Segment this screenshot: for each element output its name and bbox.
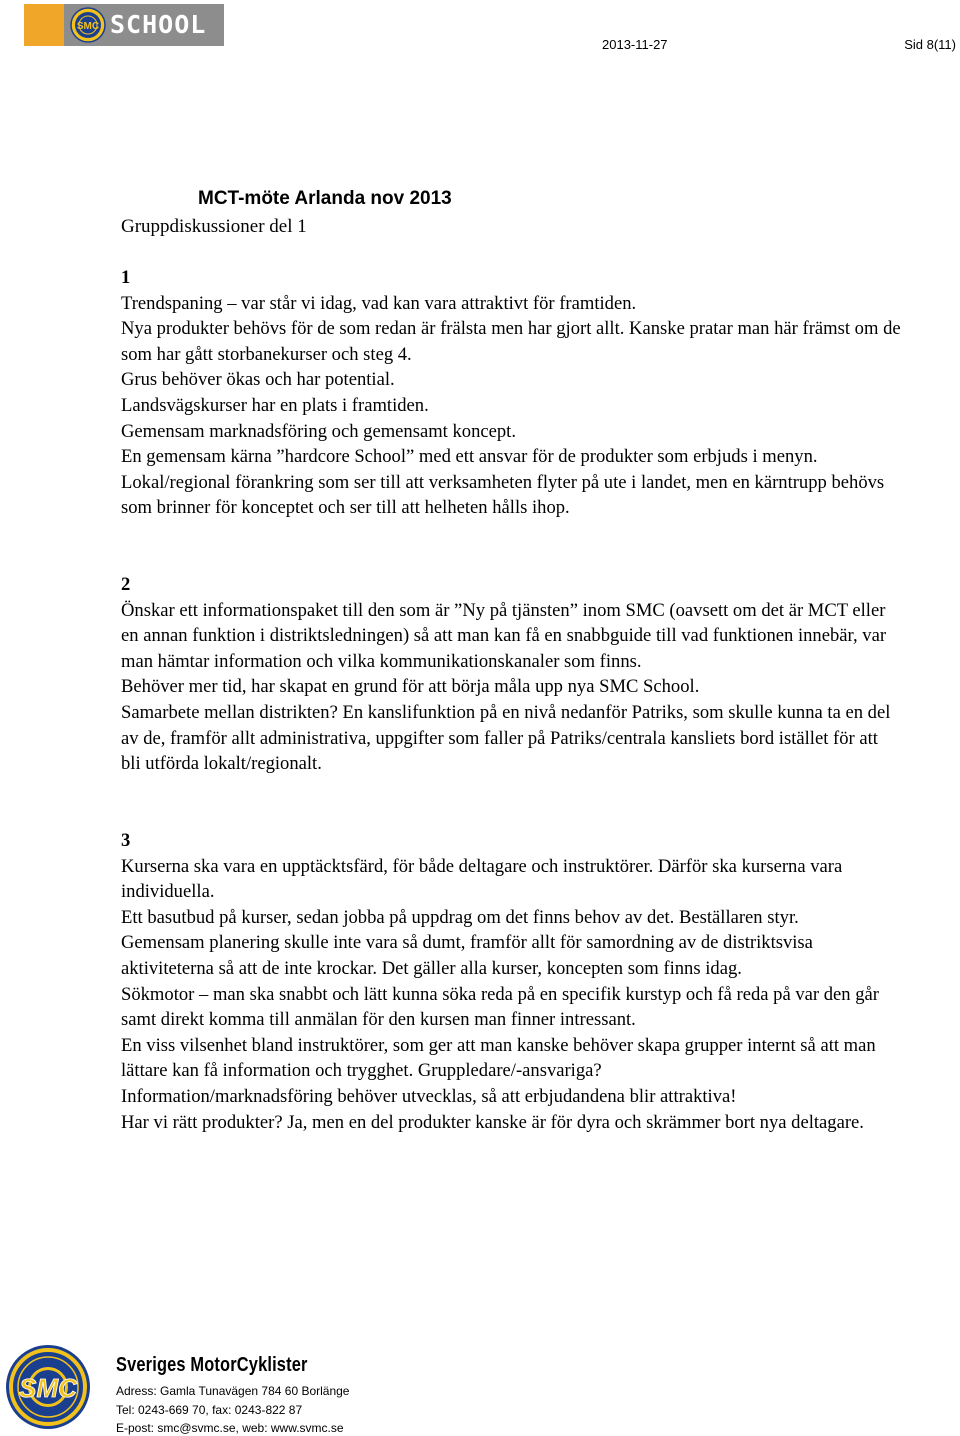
paragraph: Gemensam marknadsföring och gemensamt koncept. xyxy=(121,420,516,442)
footer-phone: Tel: 0243-669 70, fax: 0243-822 87 xyxy=(116,1403,303,1417)
paragraph: Nya produkter behövs för de som redan är frälsta men har gjort allt. Kanske pratar man här främst om de som har gått storbanekurser och steg 4. xyxy=(121,318,901,365)
paragraph: Grus behöver ökas och har potential. xyxy=(121,369,395,391)
section-number: 3 xyxy=(121,830,131,851)
smc-seal-icon xyxy=(70,7,106,43)
paragraph: Kurserna ska vara en upptäcktsfärd, för både deltagare och instruktörer. Därför ska kurserna vara individuella. xyxy=(121,855,843,903)
logo-stripe xyxy=(24,4,64,46)
smc-footer-seal-icon xyxy=(4,1343,92,1431)
section-number: 1 xyxy=(121,267,131,288)
paragraph: En gemensam kärna ”hardcore School” med ett ansvar för de produkter som erbjuds i menyn. Lokal/regional förankring som ser till att verksamheten flyter på ute i landet, men en kärntrupp behövs som brinner för konceptet och ser till att helheten hålls ihop. xyxy=(121,446,885,519)
logo-word: SCHOOL xyxy=(110,10,207,39)
section-3 xyxy=(121,828,901,1135)
paragraph: Har vi rätt produkter? Ja, men en del produkter kanske är för dyra och skrämmer bort nya deltagare. xyxy=(121,1111,864,1133)
paragraph: Information/marknadsföring behöver utvecklas, så att erbjudandena blir attraktiva! xyxy=(121,1085,737,1107)
header-page-number: Sid 8(11) xyxy=(904,37,956,52)
document-title: MCT-möte Arlanda nov 2013 xyxy=(198,188,452,209)
paragraph: Gemensam planering skulle inte vara så dumt, framför allt för samordning av de distriktsvisa aktiviteterna så att de inte krockar. Det gäller alla kurser, koncepten som finns idag. xyxy=(121,932,813,979)
footer-address: Adress: Gamla Tunavägen 784 60 Borlänge xyxy=(116,1384,350,1398)
paragraph: Landsvägskurser har en plats i framtiden. xyxy=(121,394,429,416)
paragraph: Önskar ett informationspaket till den som är ”Ny på tjänsten” inom SMC (oavsett om det är MCT eller en annan funktion i distriktsledningen) så att man kan få en snabbguide till vad funktionen innebär, var man hämtar information och vilka kommunikationskanaler som finns. xyxy=(121,599,887,672)
paragraph: Trendspaning – var står vi idag, vad kan vara attraktivt för framtiden. xyxy=(121,292,637,314)
paragraph: Samarbete mellan distrikten? En kanslifunktion på en nivå nedanför Patriks, som skulle kunna ta en del av de, framför allt administrativa, uppgifter som faller på Patriks/centrala kansliets bord istället för att bli utförda lokalt/regionalt. xyxy=(121,701,891,775)
document-subtitle: Gruppdiskussioner del 1 xyxy=(121,216,307,237)
svg-text:SMC: SMC xyxy=(19,1373,77,1403)
header-date: 2013-11-27 xyxy=(602,37,668,52)
section-1 xyxy=(121,265,901,521)
paragraph: Sökmotor – man ska snabbt och lätt kunna söka reda på en specifik kurstyp och få reda på var den går samt direkt komma till anmälan för den kursen man finner intressant. xyxy=(121,983,879,1031)
footer-org-name: Sveriges MotorCyklister xyxy=(116,1354,308,1376)
section-number: 2 xyxy=(121,574,131,595)
paragraph: Behöver mer tid, har skapat en grund för att börja måla upp nya SMC School. xyxy=(121,676,700,698)
paragraph: En viss vilsenhet bland instruktörer, som ger att man kanske behöver skapa grupper internt så att man lättare kan få information och trygghet. Gruppledare/-ansvariga? xyxy=(121,1034,876,1082)
paragraph: Ett basutbud på kurser, sedan jobba på uppdrag om det finns behov av det. Beställaren styr. xyxy=(121,906,799,928)
school-header-logo xyxy=(24,4,224,46)
footer-email: E-post: smc@svmc.se, web: www.svmc.se xyxy=(116,1421,344,1435)
svg-text:SMC: SMC xyxy=(76,21,100,32)
section-2 xyxy=(121,572,901,777)
